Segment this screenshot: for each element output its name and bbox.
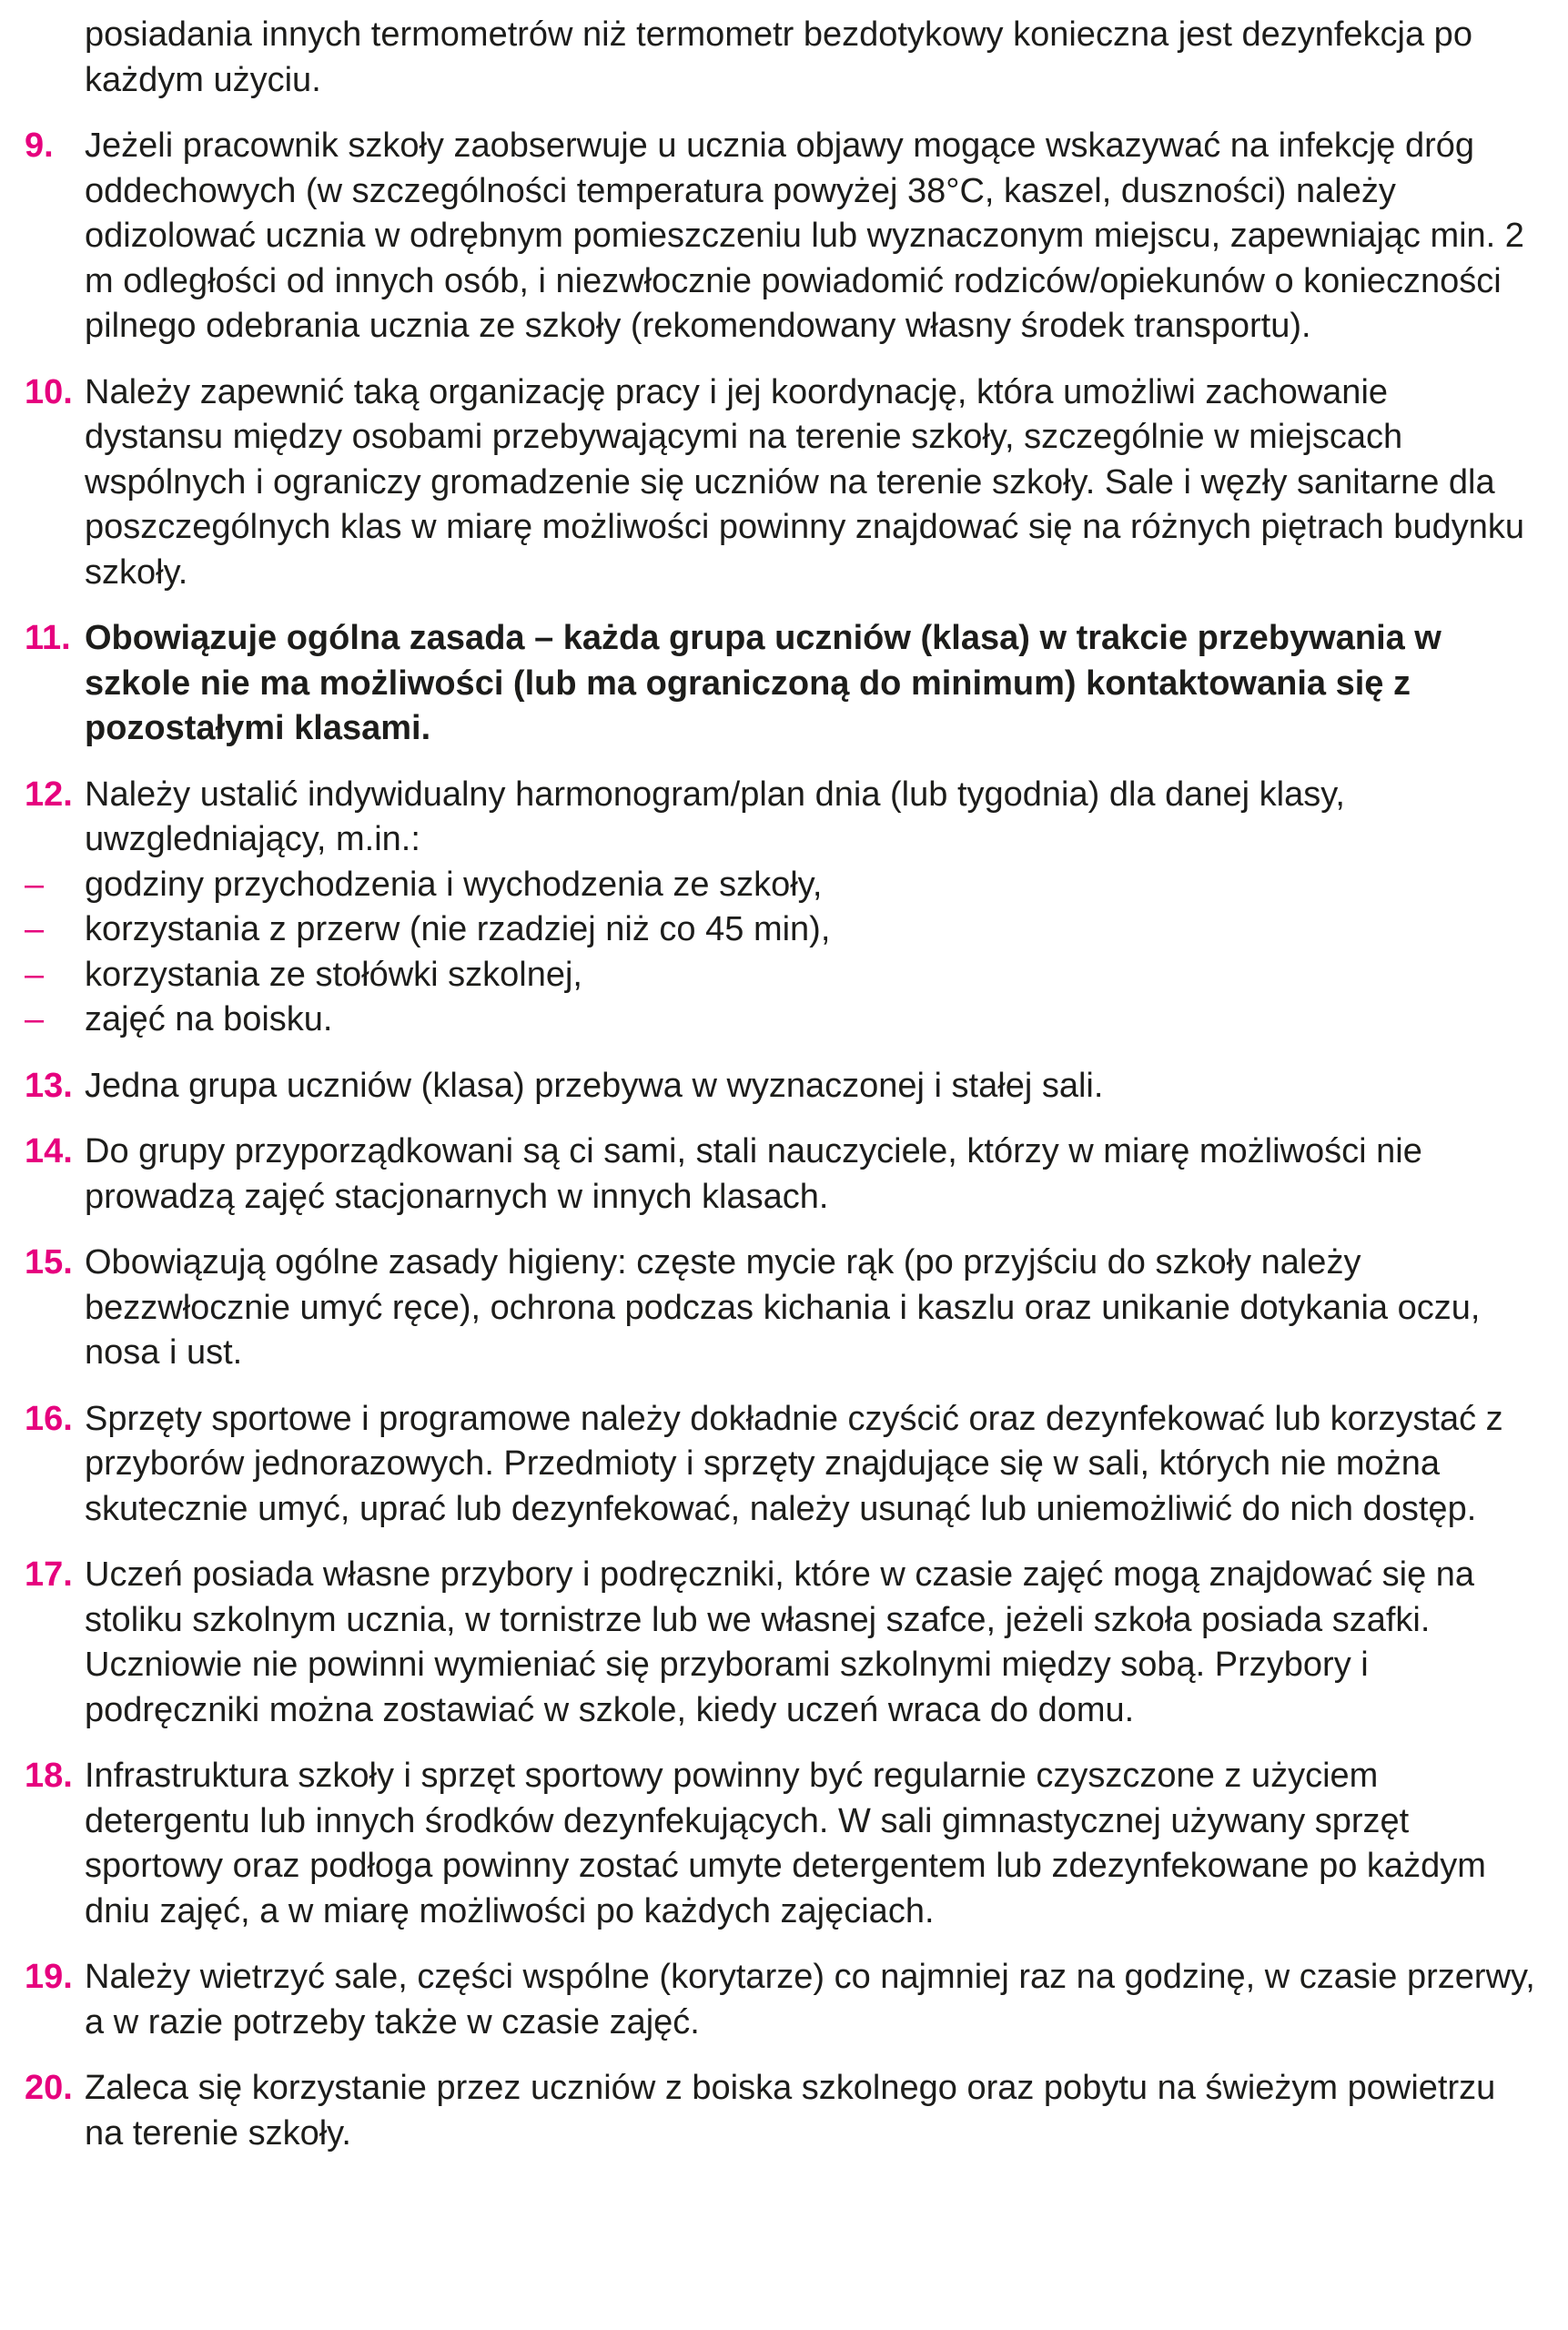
item-number: 17. [25,1555,73,1594]
item-number: 13. [25,1066,73,1105]
list-item-19 [25,1955,1535,2045]
item-number: 19. [25,1958,73,1996]
list-item-9 [25,124,1535,350]
item-body [85,1553,1535,1733]
item-text: Należy wietrzyć sale, części wspólne (korytarze) co najmniej raz na godzinę, w czasie przerwy, a w razie potrzeby także w czasie zajęć. [85,1958,1535,2041]
dash-item-text: zajęć na boisku. [85,1000,333,1038]
item-body [85,2066,1535,2156]
item-text: Zaleca się korzystanie przez uczniów z boiska szkolnego oraz pobytu na świeżym powietrzu na terenie szkoły. [85,2069,1496,2153]
dash-list-item [25,907,1535,953]
dash-bullet: – [25,865,45,904]
item-number: 11. [25,619,71,657]
dash-list-item [25,998,1535,1043]
dash-bullet: – [25,1000,45,1038]
item-body [85,1241,1535,1376]
item-text: Obowiązują ogólne zasady higieny: częste mycie rąk (po przyjściu do szkoły należy bezzwłocznie umyć ręce), ochrona podczas kichania i kaszlu oraz unikanie dotykania oczu, nosa i ust. [85,1243,1481,1372]
item-number: 12. [25,775,73,814]
item-text: Uczeń posiada własne przybory i podręczniki, które w czasie zajęć mogą znajdować się na stoliku szkolnym ucznia, w tornistrze lub we własnej szafce, jeżeli szkoła posiada szafki. Uczniowie nie powinni wymieniać się przyborami szkolnymi między sobą. Przybory i podręczniki można zostawiać w szkole, kiedy uczeń wraca do domu. [85,1555,1475,1729]
list-item-16 [25,1397,1535,1533]
item-body [85,1064,1535,1109]
item-number: 9. [25,127,54,165]
item-text: Jeżeli pracownik szkoły zaobserwuje u ucznia objawy mogące wskazywać na infekcję dróg oddechowych (w szczególności temperatura powyżej 38°C, kaszel, duszności) należy odizolować ucznia w odrębnym pomieszczeniu lub wyznaczonym miejscu, zapewniając min. 2 m odległości od innych osób, i niezwłocznie powiadomić rodziców/opiekunów o konieczności pilnego odebrania ucznia ze szkoły (rekomendowany własny środek transportu). [85,127,1524,345]
item-body [85,1397,1535,1533]
dash-item-text: korzystania ze stołówki szkolnej, [85,955,582,994]
item-number: 20. [25,2069,73,2107]
document-page [25,13,1535,2177]
item-text: Należy ustalić indywidualny harmonogram/plan dnia (lub tygodnia) dla danej klasy, uwzgledniający, m.in.: [85,775,1345,858]
item-number: 18. [25,1757,73,1795]
item-text: Infrastruktura szkoły i sprzęt sportowy powinny być regularnie czyszczone z użyciem detergentu lub innych środków dezynfekujących. W sali gimnastycznej używany sprzęt sportowy oraz podłoga powinny zostać umyte detergentem lub zdezynfekowane po każdym dniu zajęć, a w miarę możliwości po każdych zajęciach. [85,1757,1486,1930]
list-item-18 [25,1754,1535,1934]
list-item-12 [25,773,1535,1043]
dash-list-item [25,863,1535,908]
continued-paragraph: posiadania innych termometrów niż termometr bezdotykowy konieczna jest dezynfekcja po każdym użyciu. [85,15,1472,99]
item-text: Sprzęty sportowe i programowe należy dokładnie czyścić oraz dezynfekować lub korzystać z przyborów jednorazowych. Przedmioty i sprzęty znajdujące się w sali, których nie można skutecznie umyć, uprać lub dezynfekować, należy usunąć lub uniemożliwić do nich dostęp. [85,1399,1503,1528]
item-text-bold: Obowiązuje ogólna zasada – każda grupa uczniów (klasa) w trakcie przebywania w szkole nie ma możliwości (lub ma ograniczoną do minimum) kontaktowania się z pozostałymi klasami. [85,619,1442,747]
dash-item-text: korzystania z przerw (nie rzadziej niż co 45 min), [85,910,831,948]
item-number: 14. [25,1132,73,1170]
list-item-10 [25,370,1535,596]
item-body [85,124,1535,350]
item-text: Jedna grupa uczniów (klasa) przebywa w wyznaczonej i stałej sali. [85,1066,1104,1105]
item-body [85,616,1535,752]
item-body [85,370,1535,596]
list-item-15 [25,1241,1535,1376]
dash-item-text: godziny przychodzenia i wychodzenia ze szkoły, [85,865,823,904]
list-item-17 [25,1553,1535,1733]
item-number: 10. [25,372,73,411]
dash-bullet: – [25,910,45,948]
list-item-13 [25,1064,1535,1109]
list-item-14 [25,1130,1535,1220]
item-text: Do grupy przyporządkowani są ci sami, stali nauczyciele, którzy w miarę możliwości nie prowadzą zajęć stacjonarnych w innych klasach. [85,1132,1422,1216]
item-body [85,1955,1535,2045]
item-number: 16. [25,1399,73,1438]
list-item-20 [25,2066,1535,2156]
item-text: Należy zapewnić taką organizację pracy i jej koordynację, która umożliwi zachowanie dystansu między osobami przebywającymi na terenie szkoły, szczególnie w miejscach wspólnych i ograniczy gromadzenie się uczniów na terenie szkoły. Sale i węzły sanitarne dla poszczególnych klas w miarę możliwości powinny znajdować się na różnych piętrach budynku szkoły. [85,372,1524,592]
item-number: 15. [25,1243,73,1282]
item-body [85,1754,1535,1934]
list-item-11 [25,616,1535,752]
item-body [85,1130,1535,1220]
dash-bullet: – [25,955,45,994]
dash-list [25,863,1535,1043]
dash-list-item [25,953,1535,998]
